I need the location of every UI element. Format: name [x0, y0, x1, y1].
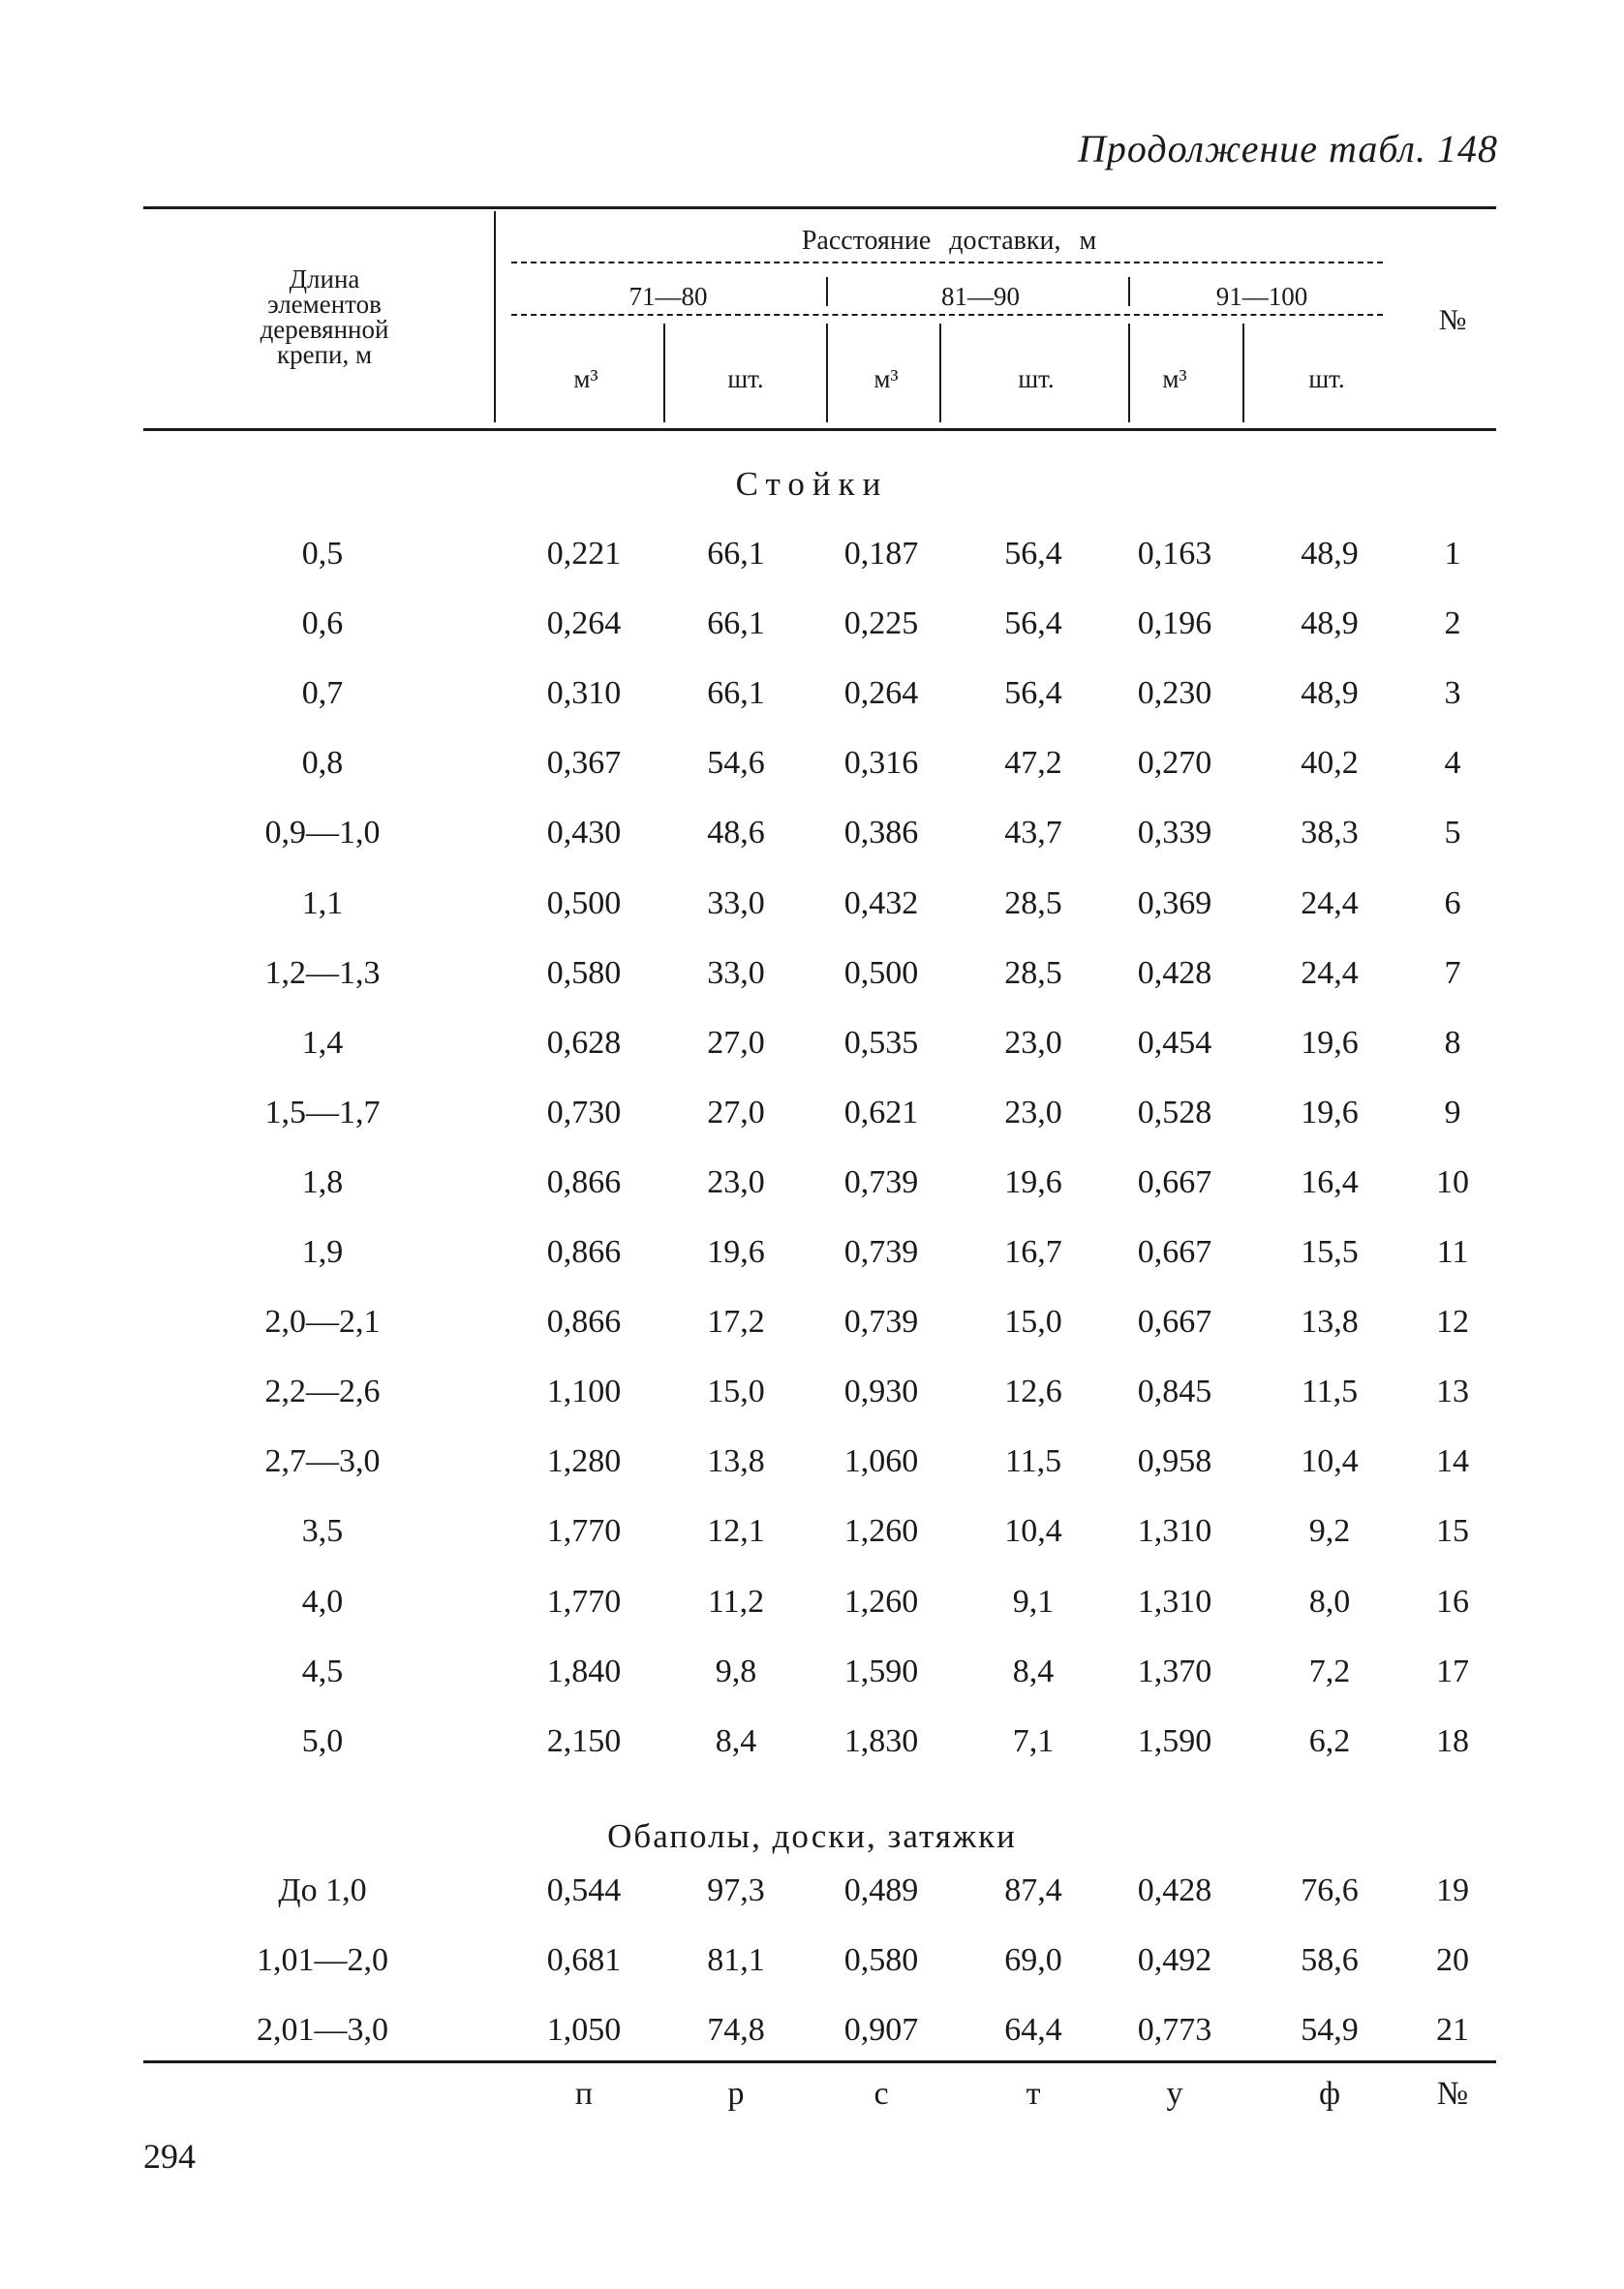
pcs-91-100-cell: 19,6 — [1301, 1024, 1359, 1061]
row-number-cell: 5 — [1444, 815, 1461, 851]
m3-81-90-cell: 0,580 — [843, 1942, 919, 1979]
m3-81-90-cell: 1,260 — [843, 1513, 919, 1550]
pcs-81-90-cell: 56,4 — [1004, 536, 1062, 572]
m3-71-80-cell: 2,150 — [546, 1722, 622, 1759]
m3-71-80-cell: 0,544 — [546, 1872, 622, 1908]
row-number-cell: 16 — [1436, 1583, 1469, 1620]
header-first-col-line: Длина — [289, 264, 360, 294]
m3-71-80-cell: 0,866 — [546, 1304, 622, 1341]
pcs-81-90-cell: 28,5 — [1004, 954, 1062, 991]
length-cell: 1,1 — [301, 884, 344, 921]
pcs-91-100-cell: 48,9 — [1301, 536, 1359, 572]
m3-71-80-cell: 1,280 — [546, 1443, 622, 1480]
m3-71-80-cell: 0,730 — [546, 1094, 622, 1130]
header-group-underline — [511, 262, 1383, 263]
length-cell: 3,5 — [301, 1513, 344, 1550]
m3-81-90-cell: 0,907 — [843, 2012, 919, 2049]
m3-91-100-cell: 0,667 — [1137, 1304, 1212, 1341]
m3-81-90-cell: 1,060 — [843, 1443, 919, 1480]
row-number-cell: 18 — [1436, 1722, 1469, 1759]
row-number-cell: 12 — [1436, 1304, 1469, 1341]
length-cell: 2,0—2,1 — [264, 1304, 381, 1341]
m3-81-90-cell: 0,316 — [843, 745, 919, 782]
m3-91-100-cell: 0,270 — [1137, 745, 1212, 782]
header-unit: м³ — [873, 364, 899, 393]
m3-81-90-cell: 0,535 — [843, 1024, 919, 1061]
pcs-81-90-cell: 64,4 — [1004, 2012, 1062, 2049]
length-cell: 4,5 — [301, 1653, 344, 1689]
m3-71-80-cell: 0,310 — [546, 675, 622, 712]
footer-letter: с — [873, 2076, 889, 2112]
pcs-81-90-cell: 23,0 — [1004, 1024, 1062, 1061]
pcs-81-90-cell: 10,4 — [1004, 1513, 1062, 1550]
row-number-cell: 2 — [1444, 605, 1461, 642]
pcs-81-90-cell: 11,5 — [1004, 1443, 1062, 1480]
pcs-91-100-cell: 8,0 — [1308, 1583, 1351, 1620]
m3-71-80-cell: 0,681 — [546, 1942, 622, 1979]
page-number: 294 — [143, 2137, 196, 2176]
length-cell: 1,2—1,3 — [264, 954, 381, 991]
m3-71-80-cell: 1,050 — [546, 2012, 622, 2049]
row-number-cell: 1 — [1444, 536, 1461, 572]
pcs-71-80-cell: 33,0 — [707, 954, 765, 991]
row-number-cell: 14 — [1436, 1443, 1469, 1480]
m3-81-90-cell: 0,739 — [843, 1304, 919, 1341]
m3-91-100-cell: 0,163 — [1137, 536, 1212, 572]
footer-letter: т — [1026, 2076, 1041, 2112]
section-title-stoiki: Стойки — [735, 465, 889, 503]
header-unit: м³ — [573, 364, 598, 393]
pcs-91-100-cell: 6,2 — [1308, 1722, 1351, 1759]
pcs-91-100-cell: 76,6 — [1301, 1872, 1359, 1908]
pcs-71-80-cell: 9,8 — [715, 1653, 757, 1689]
m3-81-90-cell: 1,590 — [843, 1653, 919, 1689]
header-unit-divider — [1128, 324, 1130, 422]
pcs-81-90-cell: 8,4 — [1012, 1653, 1055, 1689]
table-bottom-rule — [143, 2060, 1496, 2063]
header-unit-divider — [663, 324, 665, 422]
header-first-col-line: деревянной — [260, 315, 389, 344]
length-cell: 1,5—1,7 — [264, 1094, 381, 1130]
row-number-cell: 17 — [1436, 1653, 1469, 1689]
header-col-divider — [494, 211, 496, 422]
section-title-obapoly: Обаполы, доски, затяжки — [607, 1817, 1017, 1855]
length-cell: 5,0 — [301, 1722, 344, 1759]
m3-81-90-cell: 0,264 — [843, 675, 919, 712]
length-cell: 0,8 — [301, 745, 344, 782]
pcs-81-90-cell: 12,6 — [1004, 1374, 1062, 1410]
pcs-71-80-cell: 81,1 — [707, 1942, 765, 1979]
row-number-cell: 15 — [1436, 1513, 1469, 1550]
row-number-cell: 13 — [1436, 1374, 1469, 1410]
m3-81-90-cell: 0,739 — [843, 1163, 919, 1200]
header-first-col-line: крепи, м — [276, 340, 373, 369]
m3-81-90-cell: 0,489 — [843, 1872, 919, 1908]
pcs-71-80-cell: 27,0 — [707, 1094, 765, 1130]
m3-81-90-cell: 0,386 — [843, 815, 919, 851]
m3-71-80-cell: 0,580 — [546, 954, 622, 991]
footer-letter: ф — [1318, 2076, 1341, 2112]
pcs-71-80-cell: 66,1 — [707, 675, 765, 712]
m3-91-100-cell: 0,845 — [1137, 1374, 1212, 1410]
pcs-71-80-cell: 48,6 — [707, 815, 765, 851]
m3-91-100-cell: 0,230 — [1137, 675, 1212, 712]
pcs-71-80-cell: 13,8 — [707, 1443, 765, 1480]
length-cell: 0,9—1,0 — [264, 815, 381, 851]
pcs-91-100-cell: 13,8 — [1301, 1304, 1359, 1341]
header-range-divider — [826, 277, 828, 306]
pcs-91-100-cell: 16,4 — [1301, 1163, 1359, 1200]
pcs-81-90-cell: 19,6 — [1004, 1163, 1062, 1200]
pcs-71-80-cell: 33,0 — [707, 884, 765, 921]
pcs-71-80-cell: 17,2 — [707, 1304, 765, 1341]
pcs-71-80-cell: 27,0 — [707, 1024, 765, 1061]
m3-91-100-cell: 0,667 — [1137, 1163, 1212, 1200]
table-caption: Продолжение табл. 148 — [1077, 127, 1498, 170]
header-range-91-100: 91—100 — [1215, 282, 1308, 311]
pcs-91-100-cell: 58,6 — [1301, 1942, 1359, 1979]
header-range-underline — [511, 314, 1383, 316]
pcs-71-80-cell: 66,1 — [707, 536, 765, 572]
header-num-col: № — [1438, 304, 1467, 336]
m3-71-80-cell: 1,100 — [546, 1374, 622, 1410]
m3-91-100-cell: 0,958 — [1137, 1443, 1212, 1480]
pcs-81-90-cell: 47,2 — [1004, 745, 1062, 782]
footer-letter: у — [1166, 2076, 1183, 2112]
length-cell: 0,5 — [301, 536, 344, 572]
m3-81-90-cell: 0,500 — [843, 954, 919, 991]
pcs-91-100-cell: 54,9 — [1301, 2012, 1359, 2049]
m3-91-100-cell: 0,196 — [1137, 605, 1212, 642]
pcs-81-90-cell: 28,5 — [1004, 884, 1062, 921]
pcs-71-80-cell: 19,6 — [707, 1234, 765, 1270]
m3-71-80-cell: 0,500 — [546, 884, 622, 921]
pcs-91-100-cell: 11,5 — [1301, 1374, 1359, 1410]
header-unit: шт. — [1308, 364, 1345, 393]
footer-letter: р — [727, 2076, 745, 2112]
m3-81-90-cell: 0,225 — [843, 605, 919, 642]
m3-91-100-cell: 1,310 — [1137, 1513, 1212, 1550]
pcs-91-100-cell: 10,4 — [1301, 1443, 1359, 1480]
m3-81-90-cell: 0,187 — [843, 536, 919, 572]
m3-71-80-cell: 0,221 — [546, 536, 622, 572]
m3-91-100-cell: 0,369 — [1137, 884, 1212, 921]
header-first-col — [155, 266, 494, 367]
pcs-91-100-cell: 15,5 — [1301, 1234, 1359, 1270]
row-number-cell: 11 — [1436, 1234, 1469, 1270]
header-unit-divider — [939, 324, 941, 422]
pcs-91-100-cell: 38,3 — [1301, 815, 1359, 851]
length-cell: 2,01—3,0 — [257, 2012, 388, 2049]
m3-81-90-cell: 0,432 — [843, 884, 919, 921]
m3-91-100-cell: 1,590 — [1137, 1722, 1212, 1759]
header-unit: м³ — [1162, 364, 1187, 393]
pcs-91-100-cell: 24,4 — [1301, 884, 1359, 921]
m3-71-80-cell: 0,367 — [546, 745, 622, 782]
m3-71-80-cell: 0,866 — [546, 1163, 622, 1200]
header-range-divider — [1128, 277, 1130, 306]
length-cell: 2,2—2,6 — [264, 1374, 381, 1410]
pcs-91-100-cell: 9,2 — [1308, 1513, 1351, 1550]
header-group-title: Расстояние доставки, м — [801, 226, 1097, 256]
length-cell: 1,8 — [301, 1163, 344, 1200]
header-first-col-line: элементов — [267, 290, 382, 319]
pcs-81-90-cell: 9,1 — [1012, 1583, 1055, 1620]
m3-71-80-cell: 1,770 — [546, 1513, 622, 1550]
row-number-cell: 6 — [1444, 884, 1461, 921]
m3-91-100-cell: 1,310 — [1137, 1583, 1212, 1620]
m3-81-90-cell: 0,930 — [843, 1374, 919, 1410]
header-unit-divider — [826, 324, 828, 422]
pcs-81-90-cell: 56,4 — [1004, 675, 1062, 712]
m3-81-90-cell: 0,621 — [843, 1094, 919, 1130]
row-number-cell: 20 — [1436, 1942, 1469, 1979]
m3-81-90-cell: 0,739 — [843, 1234, 919, 1270]
pcs-71-80-cell: 66,1 — [707, 605, 765, 642]
m3-81-90-cell: 1,830 — [843, 1722, 919, 1759]
pcs-91-100-cell: 48,9 — [1301, 605, 1359, 642]
pcs-71-80-cell: 97,3 — [707, 1872, 765, 1908]
pcs-71-80-cell: 74,8 — [707, 2012, 765, 2049]
pcs-71-80-cell: 15,0 — [707, 1374, 765, 1410]
length-cell: 1,4 — [301, 1024, 344, 1061]
length-cell: 0,6 — [301, 605, 344, 642]
m3-71-80-cell: 0,628 — [546, 1024, 622, 1061]
m3-81-90-cell: 1,260 — [843, 1583, 919, 1620]
pcs-81-90-cell: 7,1 — [1012, 1722, 1055, 1759]
m3-71-80-cell: 0,866 — [546, 1234, 622, 1270]
row-number-cell: 4 — [1444, 745, 1461, 782]
length-cell: 0,7 — [301, 675, 344, 712]
header-top-rule — [143, 206, 1496, 209]
header-range-71-80: 71—80 — [628, 282, 708, 311]
row-number-cell: 8 — [1444, 1024, 1461, 1061]
pcs-91-100-cell: 48,9 — [1301, 675, 1359, 712]
pcs-71-80-cell: 11,2 — [707, 1583, 765, 1620]
pcs-81-90-cell: 43,7 — [1004, 815, 1062, 851]
pcs-81-90-cell: 69,0 — [1004, 1942, 1062, 1979]
header-unit: шт. — [1018, 364, 1055, 393]
m3-91-100-cell: 0,428 — [1137, 954, 1212, 991]
m3-91-100-cell: 0,667 — [1137, 1234, 1212, 1270]
m3-71-80-cell: 0,264 — [546, 605, 622, 642]
header-bottom-rule — [143, 428, 1496, 431]
header-range-81-90: 81—90 — [941, 282, 1020, 311]
length-cell: До 1,0 — [278, 1872, 367, 1908]
pcs-81-90-cell: 16,7 — [1004, 1234, 1062, 1270]
footer-letter: п — [574, 2076, 594, 2112]
m3-91-100-cell: 0,773 — [1137, 2012, 1212, 2049]
pcs-71-80-cell: 54,6 — [707, 745, 765, 782]
pcs-91-100-cell: 24,4 — [1301, 954, 1359, 991]
m3-91-100-cell: 0,339 — [1137, 815, 1212, 851]
header-unit: шт. — [727, 364, 764, 393]
pcs-81-90-cell: 87,4 — [1004, 1872, 1062, 1908]
pcs-91-100-cell: 40,2 — [1301, 745, 1359, 782]
pcs-91-100-cell: 19,6 — [1301, 1094, 1359, 1130]
m3-91-100-cell: 0,528 — [1137, 1094, 1212, 1130]
pcs-71-80-cell: 12,1 — [707, 1513, 765, 1550]
m3-71-80-cell: 1,840 — [546, 1653, 622, 1689]
length-cell: 1,9 — [301, 1234, 344, 1270]
row-number-cell: 19 — [1436, 1872, 1469, 1908]
pcs-91-100-cell: 7,2 — [1308, 1653, 1351, 1689]
row-number-cell: 10 — [1436, 1163, 1469, 1200]
pcs-81-90-cell: 56,4 — [1004, 605, 1062, 642]
footer-letter: № — [1436, 2076, 1469, 2112]
header-unit-divider — [1242, 324, 1244, 422]
m3-91-100-cell: 1,370 — [1137, 1653, 1212, 1689]
pcs-71-80-cell: 23,0 — [707, 1163, 765, 1200]
pcs-81-90-cell: 23,0 — [1004, 1094, 1062, 1130]
length-cell: 4,0 — [301, 1583, 344, 1620]
m3-91-100-cell: 0,454 — [1137, 1024, 1212, 1061]
m3-91-100-cell: 0,428 — [1137, 1872, 1212, 1908]
m3-71-80-cell: 0,430 — [546, 815, 622, 851]
row-number-cell: 3 — [1444, 675, 1461, 712]
row-number-cell: 21 — [1436, 2012, 1469, 2049]
length-cell: 1,01—2,0 — [257, 1942, 388, 1979]
length-cell: 2,7—3,0 — [264, 1443, 381, 1480]
pcs-71-80-cell: 8,4 — [715, 1722, 757, 1759]
m3-91-100-cell: 0,492 — [1137, 1942, 1212, 1979]
row-number-cell: 7 — [1444, 954, 1461, 991]
m3-71-80-cell: 1,770 — [546, 1583, 622, 1620]
row-number-cell: 9 — [1444, 1094, 1461, 1130]
pcs-81-90-cell: 15,0 — [1004, 1304, 1062, 1341]
